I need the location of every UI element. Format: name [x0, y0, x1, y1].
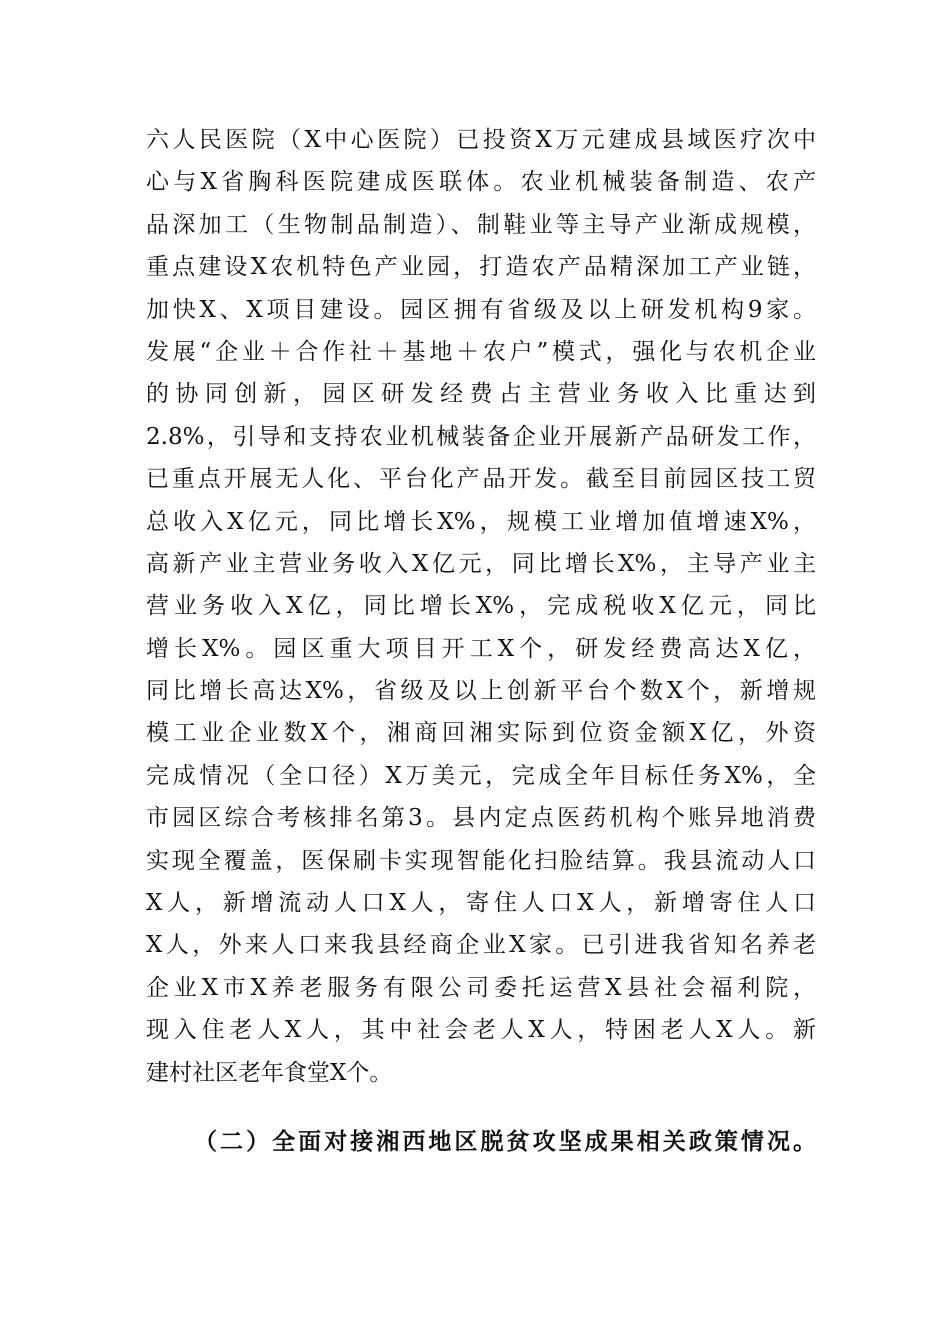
paragraph-line: 的协同创新，园区研发经费占主营业务收入比重达到: [146, 381, 816, 408]
section-heading: （二）全面对接湘西地区脱贫攻坚成果相关政策情况。: [194, 1128, 816, 1155]
paragraph-line: 增长X%。园区重大项目开工X个，研发经费高达X亿，: [146, 635, 816, 662]
paragraph-line: 高新产业主营业务收入X亿元，同比增长X%，主导产业主: [146, 550, 816, 577]
paragraph-line: 现入住老人X人，其中社会老人X人，特困老人X人。新: [146, 1017, 816, 1044]
body-paragraph: [146, 119, 816, 1094]
paragraph-line: 发展“企业＋合作社＋基地＋农户”模式，强化与农机企业: [146, 338, 816, 365]
paragraph-line: 企业X市X养老服务有限公司委托运营X县社会福利院，: [146, 974, 816, 1001]
paragraph-line: X人，新增流动人口X人，寄住人口X人，新增寄住人口: [146, 890, 816, 917]
paragraph-line: 重点建设X农机特色产业园，打造农产品精深加工产业链，: [146, 254, 816, 281]
paragraph-line: 总收入X亿元，同比增长X%，规模工业增加值增速X%，: [146, 508, 816, 535]
paragraph-line: 模工业企业数X个，湘商回湘实际到位资金额X亿，外资: [146, 720, 816, 747]
paragraph-line: 建村社区老年食堂X个。: [146, 1059, 393, 1086]
paragraph-line: 同比增长高达X%，省级及以上创新平台个数X个，新增规: [146, 678, 816, 705]
paragraph-line: X人，外来人口来我县经商企业X家。已引进我省知名养老: [146, 932, 816, 959]
paragraph-line: 完成情况（全口径）X万美元，完成全年目标任务X%，全: [146, 762, 816, 789]
paragraph-line: 已重点开展无人化、平台化产品开发。截至目前园区技工贸: [146, 466, 816, 493]
paragraph-line: 2.8%，引导和支持农业机械装备企业开展新产品研发工作，: [146, 423, 816, 450]
paragraph-line: 六人民医院（X中心医院）已投资X万元建成县域医疗次中: [146, 127, 816, 153]
paragraph-line: 心与X省胸科医院建成医联体。农业机械装备制造、农产: [146, 169, 816, 196]
paragraph-line: 加快X、X项目建设。园区拥有省级及以上研发机构9家。: [146, 296, 816, 323]
paragraph-line: 品深加工（生物制品制造）、制鞋业等主导产业渐成规模，: [146, 211, 816, 238]
paragraph-line: 实现全覆盖，医保刷卡实现智能化扫脸结算。我县流动人口: [146, 847, 816, 874]
paragraph-line: 营业务收入X亿，同比增长X%，完成税收X亿元，同比: [146, 593, 816, 620]
paragraph-line: 市园区综合考核排名第3。县内定点医药机构个账异地消费: [146, 805, 816, 832]
